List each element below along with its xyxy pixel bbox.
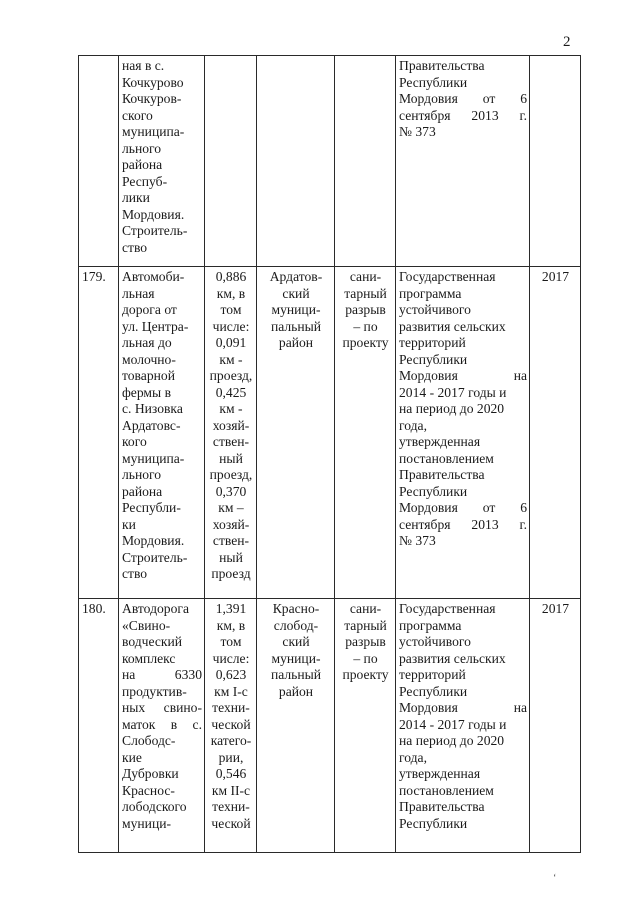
- length-line: 0,546: [215, 766, 247, 781]
- length-line: ный: [219, 549, 243, 565]
- zone-line: – по: [353, 318, 378, 334]
- object-name-line: кого: [122, 434, 147, 449]
- length-line: 0,091: [215, 335, 247, 350]
- object-name-cell: [119, 56, 205, 267]
- length-line: проезд: [211, 566, 251, 581]
- length-line: ческой: [211, 716, 251, 732]
- object-name-line: лики: [122, 190, 150, 205]
- length-line: техни-: [212, 799, 250, 814]
- program-cell: [396, 56, 530, 267]
- zone-line: – по: [353, 650, 378, 666]
- program-line: на период до 2020: [399, 733, 505, 748]
- length-line: том: [220, 302, 242, 317]
- object-name-line: района: [122, 483, 163, 499]
- length-line: числе:: [212, 650, 250, 666]
- program-line: Республики: [399, 483, 468, 499]
- program-line: Мордовия на: [399, 700, 527, 715]
- length-line: катего-: [210, 733, 252, 748]
- program-line: территорий: [399, 667, 466, 682]
- object-name-line: Респуб-: [122, 173, 168, 189]
- object-name-line: Кочкурово: [122, 74, 184, 90]
- object-name-line: молочно-: [122, 351, 176, 367]
- object-name-line: ство: [122, 239, 148, 255]
- district-line: ский: [282, 634, 310, 649]
- scan-mark: ʻ: [553, 873, 557, 884]
- length-line: ческой: [211, 815, 251, 831]
- object-name-line: ная в с.: [122, 58, 165, 73]
- length-line: км, в: [216, 617, 246, 633]
- length-line: 0,623: [215, 667, 247, 682]
- object-name-line: ных свино-: [122, 700, 202, 715]
- object-name-line: ство: [122, 566, 148, 581]
- zone-line: разрыв: [345, 302, 386, 317]
- object-name-line: Слободс-: [122, 733, 176, 748]
- object-name-cell: [119, 599, 205, 853]
- length-line: ствен-: [212, 533, 250, 548]
- year-cell: 2017: [530, 267, 581, 599]
- district-line: Красно-: [272, 601, 320, 616]
- program-line: Республики: [399, 351, 468, 367]
- length-cell: [205, 267, 257, 599]
- length-line: хозяй-: [212, 516, 250, 532]
- program-line: утвержденная: [399, 766, 481, 781]
- zone-line: сани-: [349, 601, 382, 616]
- object-name-line: ул. Центра-: [122, 318, 189, 334]
- length-line: техни-: [212, 700, 250, 715]
- program-line: сентября 2013 г.: [399, 516, 527, 532]
- program-line: устойчивого: [399, 302, 471, 317]
- object-name-line: муници-: [122, 815, 172, 831]
- zone-line: разрыв: [345, 634, 386, 649]
- program-line: программа: [399, 617, 462, 633]
- district-line: пальный: [270, 318, 322, 334]
- length-line: проезд,: [209, 368, 253, 383]
- object-name-line: Мордовия.: [122, 533, 185, 548]
- object-name-line: Дубровки: [122, 766, 179, 781]
- program-line: постановлением: [399, 782, 494, 798]
- object-name-line: муниципа-: [122, 450, 185, 466]
- length-line: 0,886: [215, 269, 247, 284]
- district-cell: [257, 599, 335, 853]
- objects-table: [78, 55, 581, 853]
- district-line: слобод-: [273, 617, 319, 633]
- length-cell: [205, 56, 257, 267]
- program-line: развития сельских: [399, 650, 506, 666]
- row-number: 180.: [79, 599, 119, 853]
- district-line: пальный: [270, 667, 322, 682]
- object-name-line: фермы в: [122, 384, 171, 400]
- program-line: Мордовия от 6: [399, 91, 527, 106]
- program-line: Правительства: [399, 467, 485, 482]
- object-name-line: Автомоби-: [122, 269, 185, 284]
- district-line: ский: [282, 285, 310, 301]
- object-name-line: «Свино-: [122, 617, 171, 633]
- length-line: 1,391: [215, 601, 247, 616]
- row-number: 179.: [79, 267, 119, 599]
- length-line: км -: [219, 401, 243, 416]
- district-line: Ардатов-: [269, 269, 323, 284]
- program-line: Республики: [399, 683, 468, 699]
- program-line: утвержденная: [399, 434, 481, 449]
- program-line: Мордовия от 6: [399, 500, 527, 515]
- program-line: года,: [399, 417, 427, 433]
- program-line: Правительства: [399, 58, 485, 73]
- length-cell: [205, 599, 257, 853]
- object-name-line: льного: [122, 140, 162, 156]
- year-cell: [530, 56, 581, 267]
- length-line: ствен-: [212, 434, 250, 449]
- object-name-line: района: [122, 157, 163, 172]
- zone-line: сани-: [349, 269, 382, 284]
- object-name-line: маток в с.: [122, 716, 202, 732]
- length-line: 0,425: [215, 384, 247, 400]
- program-line: № 373: [399, 124, 436, 139]
- object-name-line: лободского: [122, 799, 187, 814]
- program-line: Республики: [399, 74, 468, 90]
- object-name-line: ского: [122, 107, 153, 123]
- zone-line: тарный: [344, 285, 387, 301]
- length-line: км, в: [216, 285, 246, 301]
- program-cell: [396, 267, 530, 599]
- object-name-line: Строитель-: [122, 549, 188, 565]
- district-cell: [257, 267, 335, 599]
- object-name-line: на 6330: [122, 667, 202, 682]
- object-name-line: Мордовия.: [122, 206, 185, 222]
- length-line: том: [220, 634, 242, 649]
- object-name-line: льного: [122, 467, 162, 482]
- program-line: сентября 2013 г.: [399, 107, 527, 123]
- object-name-line: льная: [122, 285, 155, 301]
- row-number: [79, 56, 119, 267]
- length-line: км I-с: [214, 683, 248, 699]
- table-row: [79, 56, 581, 267]
- length-line: рии,: [218, 749, 244, 765]
- object-name-line: товарной: [122, 368, 175, 383]
- object-name-line: продуктив-: [122, 683, 187, 699]
- table-row: [79, 267, 581, 599]
- object-name-line: муниципа-: [122, 124, 185, 139]
- program-line: территорий: [399, 335, 466, 350]
- program-line: 2014 - 2017 годы и: [399, 384, 507, 400]
- object-name-line: водческий: [122, 634, 183, 649]
- object-name-line: Кочкуров-: [122, 91, 182, 106]
- object-name-line: ки: [122, 516, 136, 532]
- zone-cell: [335, 599, 396, 853]
- zone-line: тарный: [344, 617, 387, 633]
- program-line: Мордовия на: [399, 368, 527, 383]
- program-line: Государственная: [399, 601, 496, 616]
- program-line: постановлением: [399, 450, 494, 466]
- program-line: Правительства: [399, 799, 485, 814]
- program-line: развития сельских: [399, 318, 506, 334]
- zone-cell: [335, 267, 396, 599]
- program-cell: [396, 599, 530, 853]
- table-row: [79, 599, 581, 853]
- program-line: на период до 2020: [399, 401, 505, 416]
- object-name-line: с. Низовка: [122, 401, 183, 416]
- program-line: 2014 - 2017 годы и: [399, 716, 507, 732]
- object-name-line: Краснос-: [122, 782, 175, 798]
- program-line: устойчивого: [399, 634, 471, 649]
- district-line: муници-: [271, 650, 321, 666]
- district-line: район: [278, 683, 314, 699]
- object-name-line: кие: [122, 749, 142, 765]
- length-line: ный: [219, 450, 243, 466]
- object-name-line: комплекс: [122, 650, 176, 666]
- length-line: км –: [218, 500, 244, 515]
- object-name-line: Строитель-: [122, 223, 188, 238]
- district-line: муници-: [271, 302, 321, 317]
- year-cell: 2017: [530, 599, 581, 853]
- district-line: район: [278, 335, 314, 350]
- zone-cell: [335, 56, 396, 267]
- program-line: Республики: [399, 815, 468, 831]
- object-name-cell: [119, 267, 205, 599]
- object-name-line: Автодорога: [122, 601, 189, 616]
- object-name-line: льная до: [122, 335, 172, 350]
- object-name-line: Ардатовс-: [122, 417, 181, 433]
- length-line: 0,370: [215, 483, 247, 499]
- program-line: Государственная: [399, 269, 496, 284]
- zone-line: проекту: [342, 335, 389, 350]
- district-cell: [257, 56, 335, 267]
- program-line: программа: [399, 285, 462, 301]
- zone-line: проекту: [342, 667, 389, 682]
- object-name-line: Республи-: [122, 500, 181, 515]
- length-line: хозяй-: [212, 417, 250, 433]
- program-line: года,: [399, 749, 427, 765]
- length-line: проезд,: [209, 467, 253, 482]
- object-name-line: дорога от: [122, 302, 177, 317]
- length-line: км -: [219, 351, 243, 367]
- length-line: км II-с: [211, 782, 251, 798]
- length-line: числе:: [212, 318, 250, 334]
- page-number: 2: [563, 34, 571, 50]
- program-line: № 373: [399, 533, 436, 548]
